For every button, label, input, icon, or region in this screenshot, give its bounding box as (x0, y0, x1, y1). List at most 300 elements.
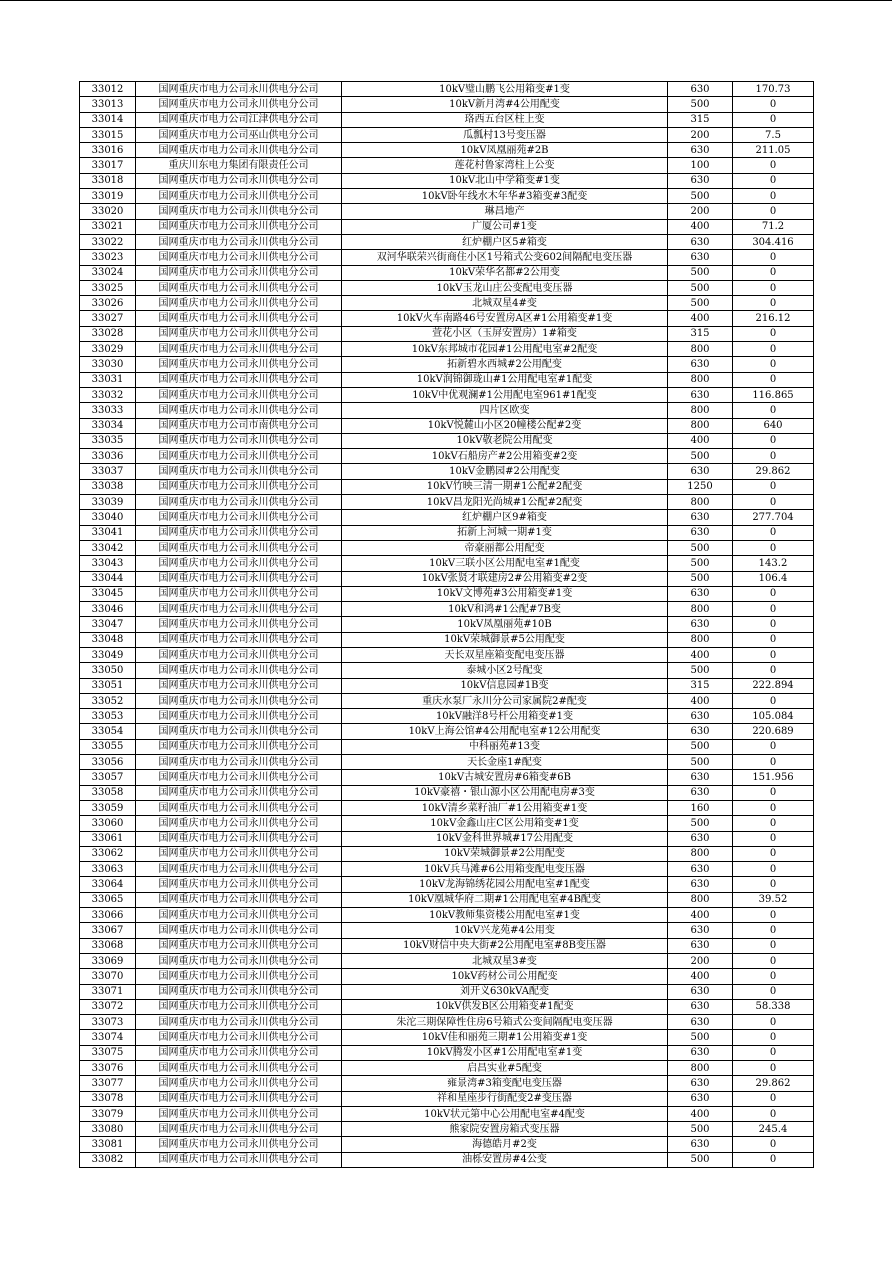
capacity-cell: 630 (668, 770, 733, 785)
table-row (80, 82, 814, 97)
company-cell: 国网重庆市电力公司永川供电分公司 (136, 265, 342, 280)
company-cell: 国网重庆市电力公司永川供电分公司 (136, 464, 342, 479)
capacity-cell: 630 (668, 525, 733, 540)
table-row (80, 877, 814, 892)
company-cell: 国网重庆市电力公司永川供电分公司 (136, 984, 342, 999)
company-cell: 国网重庆市电力公司永川供电分公司 (136, 1137, 342, 1152)
table-row (80, 953, 814, 968)
capacity-cell: 400 (668, 647, 733, 662)
transformer-name-cell: 萱花小区（玉屏安置房）1#箱变 (342, 326, 668, 341)
transformer-name-cell: 10kV荣华名都#2公用变 (342, 265, 668, 280)
row-id-cell: 33042 (80, 540, 136, 555)
table-row (80, 326, 814, 341)
capacity-cell: 800 (668, 892, 733, 907)
transformer-name-cell: 10kV火车南路46号安置房A区#1公用箱变#1变 (342, 311, 668, 326)
row-id-cell: 33080 (80, 1122, 136, 1137)
company-cell: 国网重庆市电力公司永川供电分公司 (136, 1152, 342, 1167)
table-row (80, 892, 814, 907)
transformer-name-cell: 油栎安置房#4公变 (342, 1152, 668, 1167)
transformer-name-cell: 10kV北山中学箱变#1变 (342, 173, 668, 188)
capacity-cell: 630 (668, 877, 733, 892)
capacity-cell: 500 (668, 556, 733, 571)
page-top-rule (0, 0, 892, 1)
capacity-cell: 630 (668, 234, 733, 249)
transformer-name-cell: 中科丽苑#13变 (342, 739, 668, 754)
company-cell: 国网重庆市电力公司永川供电分公司 (136, 800, 342, 815)
load-value-cell: 105.084 (733, 709, 814, 724)
table-row (80, 602, 814, 617)
transformer-name-cell: 10kV凤凰丽苑#10B (342, 617, 668, 632)
transformer-name-cell: 珞西五台区柱上变 (342, 112, 668, 127)
transformer-name-cell: 10kV润锦御珑山#1公用配电室#1配变 (342, 372, 668, 387)
transformer-name-cell: 10kV龙海锦绣花园公用配电室#1配变 (342, 877, 668, 892)
capacity-cell: 630 (668, 250, 733, 265)
load-value-cell: 640 (733, 418, 814, 433)
capacity-cell: 400 (668, 311, 733, 326)
table-row (80, 510, 814, 525)
company-cell: 国网重庆市电力公司永川供电分公司 (136, 433, 342, 448)
transformer-name-cell: 朱沱三期保障性住房6号箱式公变间隔配电变压器 (342, 1015, 668, 1030)
company-cell: 国网重庆市电力公司永川供电分公司 (136, 525, 342, 540)
row-id-cell: 33015 (80, 127, 136, 142)
transformer-name-cell: 雍景湾#3箱变配电变压器 (342, 1076, 668, 1091)
load-value-cell: 216.12 (733, 311, 814, 326)
row-id-cell: 33066 (80, 908, 136, 923)
transformer-name-cell: 10kV荣城御景#5公用配变 (342, 632, 668, 647)
company-cell: 国网重庆市电力公司永川供电分公司 (136, 1091, 342, 1106)
load-value-cell: 277.704 (733, 510, 814, 525)
transformer-name-cell: 10kV腾发小区#1公用配电室#1变 (342, 1045, 668, 1060)
row-id-cell: 33036 (80, 449, 136, 464)
row-id-cell: 33081 (80, 1137, 136, 1152)
company-cell: 国网重庆市电力公司永川供电分公司 (136, 189, 342, 204)
load-value-cell: 29.862 (733, 1076, 814, 1091)
row-id-cell: 33062 (80, 846, 136, 861)
table-row (80, 1015, 814, 1030)
company-cell: 国网重庆市电力公司永川供电分公司 (136, 1076, 342, 1091)
table-row (80, 387, 814, 402)
row-id-cell: 33063 (80, 862, 136, 877)
row-id-cell: 33054 (80, 724, 136, 739)
load-value-cell: 0 (733, 663, 814, 678)
company-cell: 国网重庆市电力公司永川供电分公司 (136, 250, 342, 265)
transformer-name-cell: 泰城小区2号配变 (342, 663, 668, 678)
company-cell: 国网重庆市电力公司永川供电分公司 (136, 892, 342, 907)
transformer-name-cell: 10kV信息园#1B变 (342, 678, 668, 693)
capacity-cell: 315 (668, 678, 733, 693)
capacity-cell: 630 (668, 143, 733, 158)
row-id-cell: 33046 (80, 602, 136, 617)
row-id-cell: 33051 (80, 678, 136, 693)
capacity-cell: 630 (668, 617, 733, 632)
row-id-cell: 33039 (80, 495, 136, 510)
row-id-cell: 33071 (80, 984, 136, 999)
load-value-cell: 0 (733, 1152, 814, 1167)
company-cell: 国网重庆市电力公司永川供电分公司 (136, 296, 342, 311)
company-cell: 国网重庆市电力公司永川供电分公司 (136, 755, 342, 770)
company-cell: 国网重庆市电力公司永川供电分公司 (136, 709, 342, 724)
table-row (80, 938, 814, 953)
table-row (80, 280, 814, 295)
capacity-cell: 400 (668, 1106, 733, 1121)
table-row (80, 127, 814, 142)
transformer-name-cell: 10kV荣城御景#2公用配变 (342, 846, 668, 861)
table-row (80, 831, 814, 846)
table-row (80, 1091, 814, 1106)
load-value-cell: 71.2 (733, 219, 814, 234)
capacity-cell: 315 (668, 112, 733, 127)
company-cell: 国网重庆市电力公司永川供电分公司 (136, 999, 342, 1014)
transformer-name-cell: 10kV悦麓山小区20幢楼公配#2变 (342, 418, 668, 433)
capacity-cell: 800 (668, 495, 733, 510)
transformer-name-cell: 10kV金鑫山庄C区公用箱变#1变 (342, 816, 668, 831)
company-cell: 国网重庆市电力公司永川供电分公司 (136, 663, 342, 678)
transformer-name-cell: 10kV豪禧・银山源小区公用配电房#3变 (342, 785, 668, 800)
company-cell: 国网重庆市电力公司永川供电分公司 (136, 479, 342, 494)
capacity-cell: 500 (668, 1122, 733, 1137)
company-cell: 国网重庆市电力公司永川供电分公司 (136, 678, 342, 693)
company-cell: 国网重庆市电力公司永川供电分公司 (136, 1122, 342, 1137)
row-id-cell: 33076 (80, 1061, 136, 1076)
load-value-cell: 0 (733, 647, 814, 662)
load-value-cell: 0 (733, 495, 814, 510)
capacity-cell: 400 (668, 693, 733, 708)
capacity-cell: 315 (668, 326, 733, 341)
company-cell: 国网重庆市电力公司永川供电分公司 (136, 342, 342, 357)
transformer-name-cell: 10kV药材公司公用配变 (342, 969, 668, 984)
capacity-cell: 500 (668, 189, 733, 204)
row-id-cell: 33052 (80, 693, 136, 708)
company-cell: 国网重庆市电力公司永川供电分公司 (136, 831, 342, 846)
table-row (80, 234, 814, 249)
company-cell: 国网重庆市电力公司永川供电分公司 (136, 724, 342, 739)
table-body (80, 82, 814, 1168)
load-value-cell: 116.865 (733, 387, 814, 402)
company-cell: 国网重庆市电力公司永川供电分公司 (136, 1015, 342, 1030)
transformer-name-cell: 广厦公司#1变 (342, 219, 668, 234)
capacity-cell: 800 (668, 1061, 733, 1076)
transformer-name-cell: 四片区欧变 (342, 403, 668, 418)
row-id-cell: 33047 (80, 617, 136, 632)
capacity-cell: 800 (668, 372, 733, 387)
load-value-cell: 0 (733, 1030, 814, 1045)
row-id-cell: 33024 (80, 265, 136, 280)
table-row (80, 540, 814, 555)
company-cell: 国网重庆市电力公司永川供电分公司 (136, 82, 342, 97)
table-row (80, 112, 814, 127)
table-row (80, 265, 814, 280)
row-id-cell: 33023 (80, 250, 136, 265)
row-id-cell: 33027 (80, 311, 136, 326)
capacity-cell: 630 (668, 709, 733, 724)
table-row (80, 999, 814, 1014)
transformer-name-cell: 10kV文博苑#3公用箱变#1变 (342, 586, 668, 601)
company-cell: 国网重庆市电力公司永川供电分公司 (136, 311, 342, 326)
transformer-name-cell: 10kV教师集资楼公用配电室#1变 (342, 908, 668, 923)
capacity-cell: 200 (668, 127, 733, 142)
transformer-name-cell: 10kV佳和丽苑三期#1公用箱变#1变 (342, 1030, 668, 1045)
capacity-cell: 100 (668, 158, 733, 173)
transformer-name-cell: 启昌实业#5配变 (342, 1061, 668, 1076)
transformer-name-cell: 帝豪丽都公用配变 (342, 540, 668, 555)
row-id-cell: 33020 (80, 204, 136, 219)
company-cell: 国网重庆市电力公司永川供电分公司 (136, 1061, 342, 1076)
load-value-cell: 0 (733, 755, 814, 770)
row-id-cell: 33077 (80, 1076, 136, 1091)
transformer-name-cell: 10kV竹映三清一期#1公配#2配变 (342, 479, 668, 494)
transformer-name-cell: 10kV财信中央大街#2公用配电室#8B变压器 (342, 938, 668, 953)
load-value-cell: 0 (733, 112, 814, 127)
capacity-cell: 200 (668, 953, 733, 968)
transformer-name-cell: 10kV凰城华府二期#1公用配电室#4B配变 (342, 892, 668, 907)
load-value-cell: 0 (733, 953, 814, 968)
capacity-cell: 400 (668, 969, 733, 984)
row-id-cell: 33032 (80, 387, 136, 402)
load-value-cell: 0 (733, 1106, 814, 1121)
transformer-name-cell: 瓜瓢村13号变压器 (342, 127, 668, 142)
capacity-cell: 630 (668, 923, 733, 938)
row-id-cell: 33019 (80, 189, 136, 204)
table-row (80, 632, 814, 647)
transformer-name-cell: 10kV兴龙苑#4公用变 (342, 923, 668, 938)
company-cell: 国网重庆市电力公司永川供电分公司 (136, 326, 342, 341)
capacity-cell: 400 (668, 908, 733, 923)
company-cell: 国网重庆市电力公司永川供电分公司 (136, 632, 342, 647)
transformer-name-cell: 10kV张贤才联建房2#公用箱变#2变 (342, 571, 668, 586)
transformer-name-cell: 10kV和鸿#1公配#7B变 (342, 602, 668, 617)
capacity-cell: 800 (668, 342, 733, 357)
load-value-cell: 0 (733, 479, 814, 494)
transformer-name-cell: 北城双星4#变 (342, 296, 668, 311)
table-row (80, 785, 814, 800)
table-row (80, 923, 814, 938)
table-row (80, 449, 814, 464)
row-id-cell: 33013 (80, 97, 136, 112)
table-row (80, 724, 814, 739)
capacity-cell: 500 (668, 97, 733, 112)
load-value-cell: 0 (733, 189, 814, 204)
load-value-cell: 0 (733, 449, 814, 464)
transformer-name-cell: 10kV供发B区公用箱变#1配变 (342, 999, 668, 1014)
table-row (80, 709, 814, 724)
company-cell: 国网重庆市电力公司永川供电分公司 (136, 1106, 342, 1121)
table-row (80, 495, 814, 510)
capacity-cell: 500 (668, 540, 733, 555)
load-value-cell: 0 (733, 938, 814, 953)
table-row (80, 586, 814, 601)
transformer-name-cell: 10kV古城安置房#6箱变#6B (342, 770, 668, 785)
company-cell: 国网重庆市电力公司永川供电分公司 (136, 540, 342, 555)
capacity-cell: 630 (668, 510, 733, 525)
transformer-name-cell: 10kV兵马滩#6公用箱变配电变压器 (342, 862, 668, 877)
table-row (80, 1152, 814, 1167)
table-row (80, 479, 814, 494)
capacity-cell: 160 (668, 800, 733, 815)
table-row (80, 189, 814, 204)
row-id-cell: 33072 (80, 999, 136, 1014)
company-cell: 国网重庆市电力公司巫山供电分公司 (136, 127, 342, 142)
load-value-cell: 106.4 (733, 571, 814, 586)
company-cell: 国网重庆市电力公司永川供电分公司 (136, 495, 342, 510)
capacity-cell: 500 (668, 755, 733, 770)
load-value-cell: 0 (733, 831, 814, 846)
load-value-cell: 0 (733, 1091, 814, 1106)
company-cell: 国网重庆市电力公司永川供电分公司 (136, 357, 342, 372)
load-value-cell: 0 (733, 372, 814, 387)
capacity-cell: 630 (668, 586, 733, 601)
load-value-cell: 222.894 (733, 678, 814, 693)
company-cell: 国网重庆市电力公司永川供电分公司 (136, 173, 342, 188)
table-row (80, 862, 814, 877)
row-id-cell: 33017 (80, 158, 136, 173)
company-cell: 国网重庆市电力公司永川供电分公司 (136, 143, 342, 158)
company-cell: 国网重庆市电力公司永川供电分公司 (136, 602, 342, 617)
table-row (80, 800, 814, 815)
transformer-name-cell: 双河华联荣兴街商住小区1号箱式公变602间隔配电变压器 (342, 250, 668, 265)
capacity-cell: 400 (668, 433, 733, 448)
load-value-cell: 211.05 (733, 143, 814, 158)
capacity-cell: 630 (668, 173, 733, 188)
transformer-name-cell: 红炉棚户区5#箱变 (342, 234, 668, 249)
row-id-cell: 33044 (80, 571, 136, 586)
capacity-cell: 800 (668, 846, 733, 861)
load-value-cell: 0 (733, 1061, 814, 1076)
company-cell: 国网重庆市电力公司永川供电分公司 (136, 1030, 342, 1045)
row-id-cell: 33073 (80, 1015, 136, 1030)
transformer-name-cell: 10kV金科世界城#17公用配变 (342, 831, 668, 846)
capacity-cell: 630 (668, 464, 733, 479)
table-row (80, 556, 814, 571)
company-cell: 国网重庆市电力公司永川供电分公司 (136, 647, 342, 662)
capacity-cell: 500 (668, 296, 733, 311)
load-value-cell: 0 (733, 785, 814, 800)
capacity-cell: 630 (668, 1137, 733, 1152)
table-row (80, 158, 814, 173)
transformer-name-cell: 10kV金鹏园#2公用配变 (342, 464, 668, 479)
load-value-cell: 0 (733, 800, 814, 815)
transformer-name-cell: 海德皓月#2变 (342, 1137, 668, 1152)
load-value-cell: 7.5 (733, 127, 814, 142)
capacity-cell: 800 (668, 602, 733, 617)
load-value-cell: 0 (733, 969, 814, 984)
capacity-cell: 500 (668, 1152, 733, 1167)
row-id-cell: 33043 (80, 556, 136, 571)
load-value-cell: 0 (733, 525, 814, 540)
table-row (80, 770, 814, 785)
load-value-cell: 220.689 (733, 724, 814, 739)
capacity-cell: 630 (668, 357, 733, 372)
transformer-name-cell: 10kV状元第中心公用配电室#4配变 (342, 1106, 668, 1121)
company-cell: 国网重庆市电力公司永川供电分公司 (136, 97, 342, 112)
company-cell: 国网重庆市电力公司永川供电分公司 (136, 846, 342, 861)
load-value-cell: 0 (733, 602, 814, 617)
table-row (80, 97, 814, 112)
company-cell: 国网重庆市电力公司永川供电分公司 (136, 969, 342, 984)
table-row (80, 647, 814, 662)
transformer-name-cell: 10kV玉龙山庄公变配电变压器 (342, 280, 668, 295)
table-row (80, 1106, 814, 1121)
row-id-cell: 33034 (80, 418, 136, 433)
row-id-cell: 33033 (80, 403, 136, 418)
company-cell: 国网重庆市电力公司永川供电分公司 (136, 862, 342, 877)
capacity-cell: 500 (668, 571, 733, 586)
load-value-cell: 0 (733, 250, 814, 265)
transformer-name-cell: 10kV卧年线水木年华#3箱变#3配变 (342, 189, 668, 204)
company-cell: 国网重庆市电力公司永川供电分公司 (136, 953, 342, 968)
table-row (80, 617, 814, 632)
company-cell: 国网重庆市电力公司永川供电分公司 (136, 280, 342, 295)
table-row (80, 372, 814, 387)
transformer-name-cell: 10kV清乡菜籽油厂#1公用箱变#1变 (342, 800, 668, 815)
table-row (80, 464, 814, 479)
table-row (80, 1061, 814, 1076)
load-value-cell: 143.2 (733, 556, 814, 571)
company-cell: 国网重庆市电力公司永川供电分公司 (136, 908, 342, 923)
table-row (80, 143, 814, 158)
table-row (80, 418, 814, 433)
row-id-cell: 33014 (80, 112, 136, 127)
row-id-cell: 33048 (80, 632, 136, 647)
row-id-cell: 33055 (80, 739, 136, 754)
capacity-cell: 500 (668, 663, 733, 678)
table-row (80, 173, 814, 188)
transformer-name-cell: 10kV中优观澜#1公用配电室961#1配变 (342, 387, 668, 402)
row-id-cell: 33025 (80, 280, 136, 295)
company-cell: 国网重庆市电力公司江津供电分公司 (136, 112, 342, 127)
row-id-cell: 33067 (80, 923, 136, 938)
load-value-cell: 0 (733, 204, 814, 219)
company-cell: 国网重庆市电力公司永川供电分公司 (136, 204, 342, 219)
company-cell: 国网重庆市电力公司永川供电分公司 (136, 739, 342, 754)
table-row (80, 525, 814, 540)
row-id-cell: 33061 (80, 831, 136, 846)
row-id-cell: 33078 (80, 1091, 136, 1106)
load-value-cell: 0 (733, 816, 814, 831)
company-cell: 国网重庆市电力公司永川供电分公司 (136, 510, 342, 525)
row-id-cell: 33070 (80, 969, 136, 984)
load-value-cell: 0 (733, 158, 814, 173)
row-id-cell: 33074 (80, 1030, 136, 1045)
table-row (80, 693, 814, 708)
row-id-cell: 33037 (80, 464, 136, 479)
table-row (80, 403, 814, 418)
table-row (80, 311, 814, 326)
load-value-cell: 0 (733, 540, 814, 555)
load-value-cell: 0 (733, 342, 814, 357)
row-id-cell: 33022 (80, 234, 136, 249)
table-row (80, 204, 814, 219)
capacity-cell: 630 (668, 1045, 733, 1060)
load-value-cell: 0 (733, 433, 814, 448)
capacity-cell: 630 (668, 831, 733, 846)
table-row (80, 250, 814, 265)
row-id-cell: 33030 (80, 357, 136, 372)
load-value-cell: 0 (733, 923, 814, 938)
load-value-cell: 0 (733, 586, 814, 601)
row-id-cell: 33050 (80, 663, 136, 678)
table-row (80, 1045, 814, 1060)
capacity-cell: 400 (668, 219, 733, 234)
row-id-cell: 33079 (80, 1106, 136, 1121)
company-cell: 国网重庆市电力公司永川供电分公司 (136, 586, 342, 601)
transformer-name-cell: 天长双星座箱变配电变压器 (342, 647, 668, 662)
load-value-cell: 0 (733, 1045, 814, 1060)
load-value-cell: 0 (733, 326, 814, 341)
capacity-cell: 500 (668, 265, 733, 280)
row-id-cell: 33049 (80, 647, 136, 662)
row-id-cell: 33041 (80, 525, 136, 540)
row-id-cell: 33069 (80, 953, 136, 968)
